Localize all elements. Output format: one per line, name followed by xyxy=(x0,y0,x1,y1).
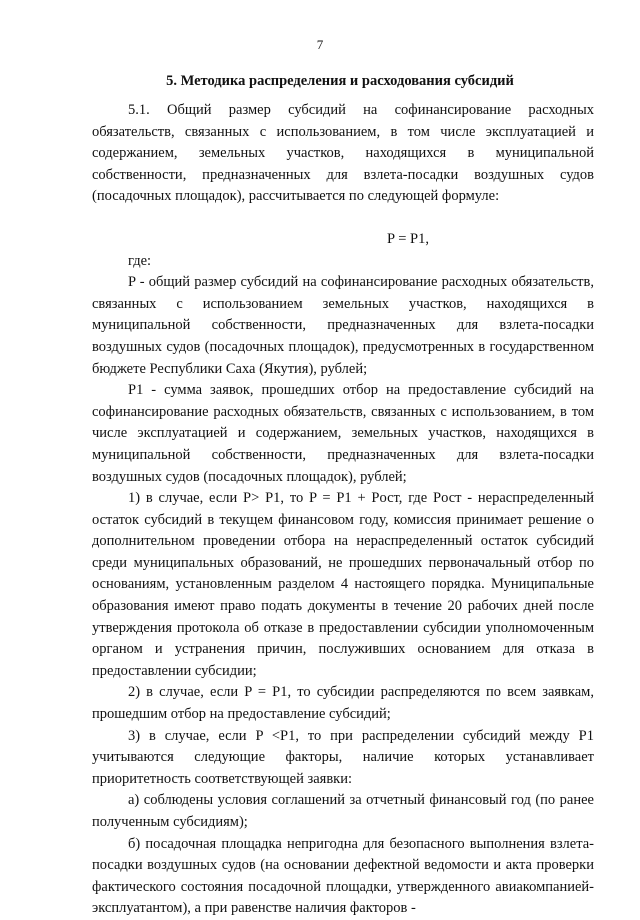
paragraph-p-definition: P - общий размер субсидий на софинансирование расходных обязательств, связанных с использованием земельных участков, находящихся в муниципальной собственности, предназначенных для взлета-посадки воздушных судов (посадочных площадок), предусмотренных в государственном бюджете Республики Саха (Якутия), рублей; xyxy=(92,274,594,377)
paragraph-where: где: xyxy=(128,252,152,269)
paragraph-case-2: 2) в случае, если P = P1, то субсидии распределяются по всем заявкам, прошедшим отбор на предоставление субсидий; xyxy=(92,684,594,723)
paragraph-case-3: 3) в случае, если P <P1, то при распределении субсидий между P1 учитываются следующие факторы, наличие которых устанавливает приоритетность соответствующей заявки: xyxy=(92,727,594,787)
formula: P = P1, xyxy=(387,230,429,247)
paragraph-5-1: 5.1. Общий размер субсидий на софинансирование расходных обязательств, связанных с использованием, в том числе эксплуатацией и содержанием, земельных участков, находящихся в муниципальной собственности, предназначенных для взлета-посадки воздушных судов (посадочных площадок), рассчитывается по следующей формуле: xyxy=(92,102,594,205)
paragraph-case-1: 1) в случае, если P> P1, то P = P1 + Pост, где Pост - нераспределенный остаток субсидий в текущем финансовом году, комиссия принимает решение о дополнительном проведении отбора на нераспределенный остаток субсидий среди муниципальных образований, не прошедших первоначальный отбор по основаниям, установленным разделом 4 настоящего порядка. Муниципальные образования имеют право подать документы в течение 20 рабочих дней после утверждения протокола об отказе в предоставлении субсидии уполномоченным органом и устранения причин, послуживших основанием для отказа в предоставлении субсидии; xyxy=(92,490,594,679)
page-number: 7 xyxy=(316,37,324,52)
document-body xyxy=(92,100,594,920)
section-title: 5. Методика распределения и расходования субсидий xyxy=(166,73,514,89)
paragraph-factor-b: б) посадочная площадка непригодна для безопасного выполнения взлета-посадки воздушных судов (на основании дефектной ведомости и акта проверки фактического состояния посадочной площадки, утвержденного авиакомпанией-эксплуатантом), а при равенстве наличия факторов - xyxy=(92,835,594,917)
paragraph-p1-definition: P1 - сумма заявок, прошедших отбор на предоставление субсидий на софинансирование расходных обязательств, связанных с использованием, в том числе эксплуатацией и содержанием, земельных участков, находящихся в муниципальной собственности, предназначенных для взлета-посадки воздушных судов (посадочных площадок), рублей; xyxy=(92,382,594,485)
paragraph-factor-a: а) соблюдены условия соглашений за отчетный финансовый год (по ранее полученным субсидиям); xyxy=(92,792,594,830)
